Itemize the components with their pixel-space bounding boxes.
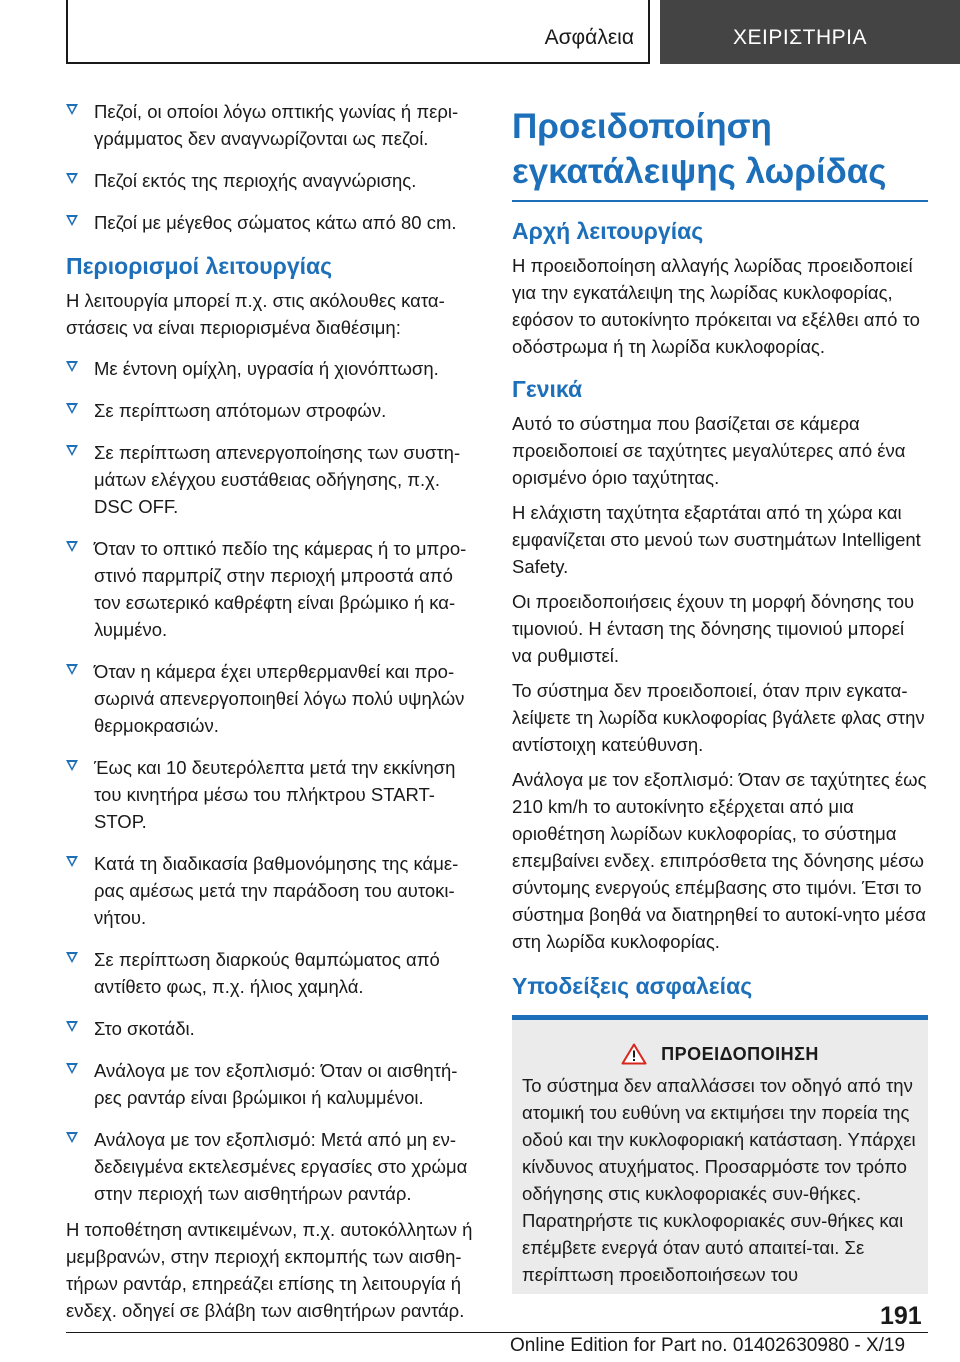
- warning-title: ΠΡΟΕΙΔΟΠΟΙΗΣΗ: [661, 1043, 819, 1064]
- limits-list: [66, 355, 478, 1207]
- triangle-bullet-icon: [66, 760, 78, 771]
- section-title: Προειδοποίηση εγκατάλειψης λωρίδας: [512, 107, 887, 191]
- header-section-title: Ασφάλεια: [544, 26, 634, 49]
- general-para: Αυτό το σύστημα που βασίζεται σε κάμερα προειδοποιεί σε ταχύτητες μεγαλύτερες από ένα ορισμένο όριο ταχύτητας.: [512, 413, 906, 488]
- header-chapter-tab: [660, 0, 960, 64]
- right-column: [512, 104, 928, 1294]
- triangle-bullet-icon: [66, 104, 78, 115]
- list-item: Ανάλογα με τον εξοπλισμό: Μετά από μη εν-δεδειγμένα εκτελεσμένες εργασίες στο χρώμα στην περιοχή των αισθητήρων ραντάρ.: [66, 1126, 478, 1207]
- title-rule: [512, 200, 928, 202]
- triangle-bullet-icon: [66, 541, 78, 552]
- principle-text: Η προειδοποίηση αλλαγής λωρίδας προειδοποιεί για την εγκατάλειψη της λωρίδας κυκλοφορίας, εφόσον το αυτοκίνητο πρόκειται να εξέλθει από το οδόστρωμα ή τη λωρίδα κυκλοφορίας.: [512, 255, 920, 357]
- triangle-bullet-icon: [66, 445, 78, 456]
- footer-edition: Online Edition for Part no. 01402630980 - X/19: [510, 1335, 906, 1356]
- list-item: Όταν το οπτικό πεδίο της κάμερας ή το μπρο-στινό παρμπρίζ στην περιοχή μπροστά από τον εσωτερικό καθρέφτη είναι βρώμικο ή κα-λυμμένο.: [66, 535, 478, 643]
- limits-outro: Η τοποθέτηση αντικειμένων, π.χ. αυτοκόλλητων ή μεμβρανών, στην περιοχή εκπομπής των αισθη-τήρων ραντάρ, επηρεάζει επίσης τη λειτουργία ή ενδεχ. οδηγεί σε βλάβη των αισθητήρων ραντάρ.: [66, 1219, 473, 1321]
- footer-rule: [66, 1332, 928, 1333]
- triangle-bullet-icon: [66, 664, 78, 675]
- general-para: Ανάλογα με τον εξοπλισμό: Όταν σε ταχύτητες έως 210 km/h το αυτοκίνητο εξέρχεται από μια οριοθέτηση λωρίδων κυκλοφορίας, το σύστημα επεμβαίνει ενδεχ. επιπρόσθετα της δόνησης μέσω σύντομης ενεργούς επέμβασης στο τιμόνι. Έτσι το σύστημα βοηθά να διατηρηθεί το αυτοκί-νητο μέσα στη λωρίδα κυκλοφορίας.: [512, 769, 927, 952]
- list-item: Με έντονη ομίχλη, υγρασία ή χιονόπτωση.: [66, 355, 478, 382]
- left-column: [66, 98, 478, 1332]
- general-heading: Γενικά: [512, 376, 583, 402]
- header-section-frame: [66, 0, 650, 64]
- page-header: [0, 0, 960, 66]
- general-para: Η ελάχιστη ταχύτητα εξαρτάται από τη χώρα και εμφανίζεται στο μενού των συστημάτων Intelligent Safety.: [512, 502, 921, 577]
- list-item: Πεζοί με μέγεθος σώματος κάτω από 80 cm.: [66, 209, 478, 236]
- safety-heading: Υποδείξεις ασφαλείας: [512, 973, 753, 999]
- list-item: Πεζοί εκτός της περιοχής αναγνώρισης.: [66, 167, 478, 194]
- list-item: Κατά τη διαδικασία βαθμονόμησης της κάμε-ρας αμέσως μετά την παράδοση του αυτοκι-νήτου.: [66, 850, 478, 931]
- triangle-bullet-icon: [66, 1021, 78, 1032]
- list-item: Όταν η κάμερα έχει υπερθερμανθεί και προ-σωρινά απενεργοποιηθεί λόγω πολύ υψηλών θερμοκρασιών.: [66, 658, 478, 739]
- limits-intro: Η λειτουργία μπορεί π.χ. στις ακόλουθες κατα-στάσεις να είναι περιορισμένα διαθέσιμη:: [66, 290, 445, 338]
- list-item: Ανάλογα με τον εξοπλισμό: Όταν οι αισθητή-ρες ραντάρ είναι βρώμικοι ή καλυμμένοι.: [66, 1057, 478, 1111]
- list-item: Σε περίπτωση διαρκούς θαμπώματος από αντίθετο φως, π.χ. ήλιος χαμηλά.: [66, 946, 478, 1000]
- warning-triangle-icon: [621, 1043, 647, 1065]
- list-item: Στο σκοτάδι.: [66, 1015, 478, 1042]
- limits-heading: Περιορισμοί λειτουργίας: [66, 253, 333, 279]
- list-item: Έως και 10 δευτερόλεπτα μετά την εκκίνηση του κινητήρα μέσω του πλήκτρου START-STOP.: [66, 754, 478, 835]
- triangle-bullet-icon: [66, 215, 78, 226]
- triangle-bullet-icon: [66, 952, 78, 963]
- page-number: 191: [880, 1302, 922, 1330]
- warning-box: [512, 1015, 928, 1294]
- principle-heading: Αρχή λειτουργίας: [512, 218, 704, 244]
- general-para: Το σύστημα δεν προειδοποιεί, όταν πριν εγκατα-λείψετε τη λωρίδα κυκλοφορίας βγάλετε φλας στην αντίστοιχη κατεύθυνση.: [512, 680, 925, 755]
- triangle-bullet-icon: [66, 856, 78, 867]
- triangle-bullet-icon: [66, 173, 78, 184]
- header-chapter-title: ΧΕΙΡΙΣΤΗΡΙΑ: [732, 26, 867, 49]
- list-item: Σε περίπτωση απότομων στροφών.: [66, 397, 478, 424]
- pedestrian-limits-list: [66, 98, 478, 236]
- warning-text: Το σύστημα δεν απαλλάσσει τον οδηγό από την ατομική του ευθύνη να εκτιμήσει την πορεία της οδού και την κυκλοφοριακή κατάσταση. Υπάρχει κίνδυνος ατυχήματος. Προσαρμόστε τον τρόπο οδήγησης στις κυκλοφοριακές συν-θήκες. Παρατηρήστε τις κυκλοφοριακές συν-θήκες και επέμβετε ενεργά όταν αυτό απαιτεί-ται. Σε περίπτωση προειδοποιήσεων του: [522, 1075, 916, 1285]
- triangle-bullet-icon: [66, 1063, 78, 1074]
- list-item: Πεζοί, οι οποίοι λόγω οπτικής γωνίας ή περι-γράμματος δεν αναγνωρίζονται ως πεζοί.: [66, 98, 478, 152]
- list-item: Σε περίπτωση απενεργοποίησης των συστη-μάτων ελέγχου ευστάθειας οδήγησης, π.χ. DSC OFF.: [66, 439, 478, 520]
- triangle-bullet-icon: [66, 1132, 78, 1143]
- triangle-bullet-icon: [66, 361, 78, 372]
- warning-header: [512, 1020, 928, 1070]
- general-para: Οι προειδοποιήσεις έχουν τη μορφή δόνησης του τιμονιού. Η ένταση της δόνησης τιμονιού μπορεί να ρυθμιστεί.: [512, 591, 915, 666]
- triangle-bullet-icon: [66, 403, 78, 414]
